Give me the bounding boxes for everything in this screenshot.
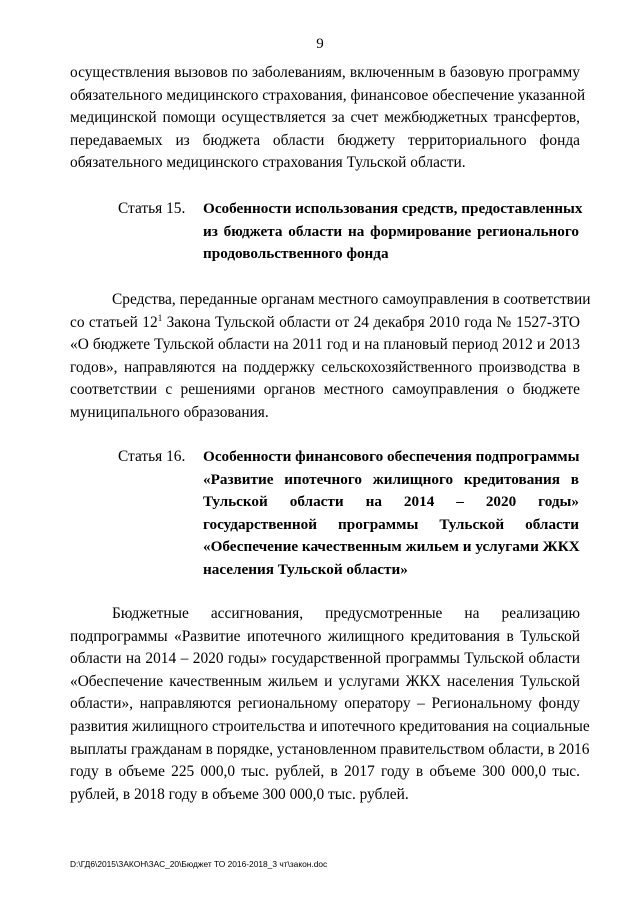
text-fragment: Закона Тульской области от 24 декабря 2010 года № 1527-ЗТО bbox=[162, 313, 581, 331]
text-line: Бюджетные ассигнования, предусмотренные на реализацию bbox=[112, 605, 580, 622]
title-line: Особенности финансового обеспечения подпрограммы bbox=[203, 448, 580, 465]
text-line: области на 2014 – 2020 годы» государственной программы Тульской области bbox=[70, 650, 580, 668]
article-16-title bbox=[203, 446, 579, 582]
text-line: области», направляются региональному оператору – Региональному фонду bbox=[70, 695, 580, 713]
text-line: «О бюджете Тульской области на 2011 год и на плановый период 2012 и 2013 bbox=[70, 336, 580, 354]
article-15-label: Статья 15. bbox=[118, 200, 186, 217]
text-line: соответствии с решениями органов местного самоуправления о бюджете bbox=[70, 381, 580, 399]
text-line: осуществления вызовов по заболеваниям, включенным в базовую программу bbox=[70, 64, 580, 81]
title-line: «Обеспечение качественным жильем и услугами ЖКХ bbox=[203, 538, 580, 556]
title-line: населения Тульской области» bbox=[203, 560, 408, 578]
title-line: «Развитие ипотечного жилищного кредитования в bbox=[203, 470, 579, 488]
paragraph-continuation bbox=[70, 62, 586, 175]
text-line: годов», направляются на поддержку сельскохозяйственного производства в bbox=[70, 358, 580, 376]
title-line: государственной программы Тульской области bbox=[203, 515, 579, 533]
text-line: выплаты гражданам в порядке, установленном правительством области, в 2016 bbox=[70, 740, 590, 758]
article-15-body bbox=[70, 289, 591, 425]
text-line: подпрограммы «Развитие ипотечного жилищного кредитования в Тульской bbox=[70, 627, 580, 645]
text-line: «Обеспечение качественным жильем и услугами ЖКХ населения Тульской bbox=[70, 672, 580, 690]
text-line: муниципального образования. bbox=[70, 403, 269, 421]
article-15-title bbox=[203, 198, 583, 266]
text-line bbox=[70, 312, 580, 335]
text-line: обязательного медицинского страхования Тульской области. bbox=[70, 154, 466, 172]
title-line: продовольственного фонда bbox=[203, 245, 389, 263]
article-16-label: Статья 16. bbox=[118, 448, 186, 465]
superscript: 1 bbox=[157, 312, 163, 323]
title-line: Особенности использования средств, предоставленных bbox=[203, 200, 583, 217]
text-line: обязательного медицинского страхования, финансовое обеспечение указанной bbox=[70, 86, 586, 104]
text-line: медицинской помощи осуществляется за счет межбюджетных трансфертов, bbox=[70, 109, 580, 127]
text-fragment: со статьей 12 bbox=[70, 313, 158, 331]
text-line: рублей, в 2018 году в объеме 300 000,0 тыс. рублей. bbox=[70, 785, 409, 803]
title-line: Тульской области на 2014 – 2020 годы» bbox=[203, 493, 579, 511]
article-16-body bbox=[70, 603, 590, 806]
page-number: 9 bbox=[316, 36, 324, 52]
footer-file-path: D:\ГД6\2015\ЗАКОН\ЗАС_20\Бюджет ТО 2016-2018_3 чт\закон.doc bbox=[70, 859, 328, 869]
text-line: развития жилищного строительства и ипотечного кредитования на социальные bbox=[70, 717, 590, 735]
title-line: из бюджета области на формирование регионального bbox=[203, 222, 579, 240]
text-line: Средства, переданные органам местного самоуправления в соответствии bbox=[112, 291, 591, 308]
text-line: году в объеме 225 000,0 тыс. рублей, в 2017 году в объеме 300 000,0 тыс. bbox=[70, 763, 580, 781]
text-line: передаваемых из бюджета области бюджету территориального фонда bbox=[70, 131, 580, 149]
